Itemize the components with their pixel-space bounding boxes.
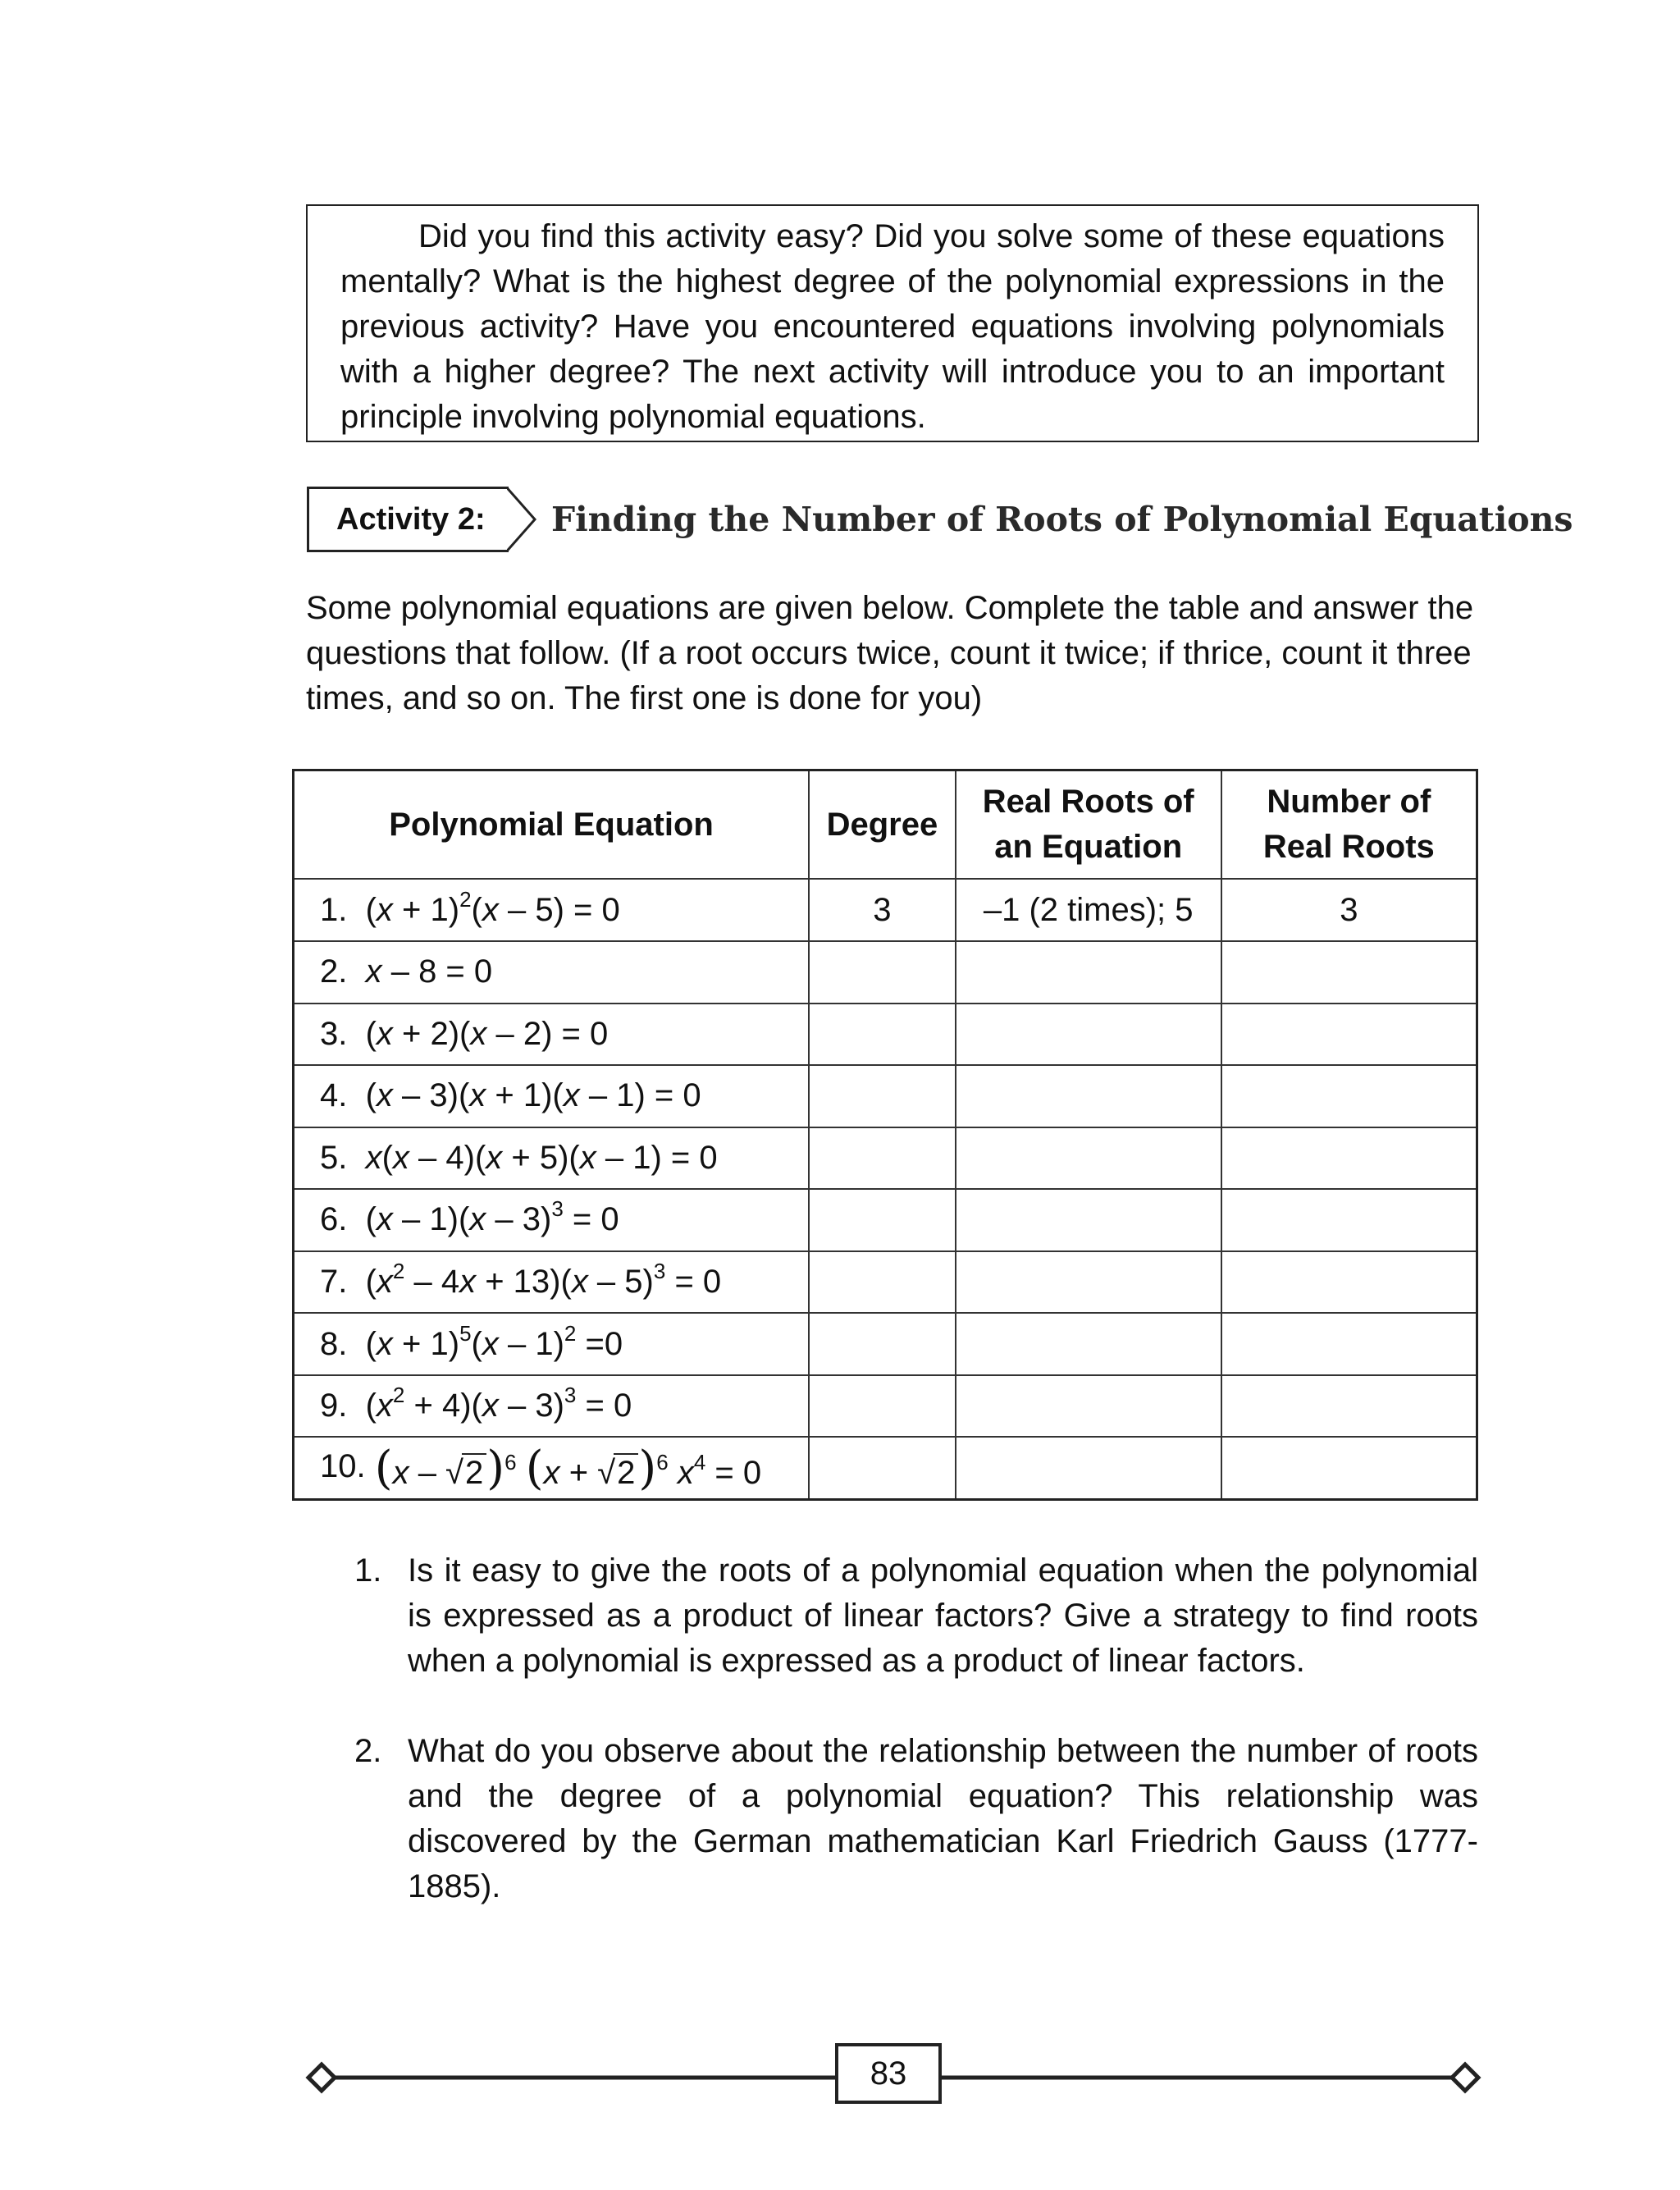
degree-cell[interactable] [809, 1251, 956, 1314]
header-equation: Polynomial Equation [294, 770, 810, 880]
real-roots-cell[interactable] [956, 1127, 1221, 1190]
diamond-icon [308, 2064, 335, 2091]
real-roots-cell[interactable] [956, 1189, 1221, 1251]
question-number: 2. [354, 1733, 382, 1769]
table-row [294, 1065, 1477, 1127]
header-real-roots [956, 770, 1221, 880]
badge-arrow-icon [507, 487, 536, 552]
activity-title: Finding the Number of Roots of Polynomial Equations [551, 500, 1573, 539]
degree-cell[interactable] [809, 1313, 956, 1375]
real-roots-cell[interactable] [956, 1375, 1221, 1438]
degree-cell[interactable] [809, 1127, 956, 1190]
real-roots-cell[interactable] [956, 1437, 1221, 1499]
degree-cell[interactable] [809, 1189, 956, 1251]
table-row [294, 1437, 1477, 1499]
instructions-text: Some polynomial equations are given below. Complete the table and answer the questions that follow. (If a root occurs twice, count it twice; if thrice, count it three times, and so on. The first one is done for you) [306, 590, 1474, 716]
degree-1: 3 [809, 879, 956, 941]
number-cell[interactable] [1221, 1375, 1477, 1438]
number-cell[interactable] [1221, 1437, 1477, 1499]
table-row [294, 1189, 1477, 1251]
degree-cell[interactable] [809, 1437, 956, 1499]
activity-badge: Activity 2: [307, 487, 509, 552]
equation-4: 4. (x – 3)(x + 1)(x – 1) = 0 [294, 1065, 810, 1127]
real-roots-1: –1 (2 times); 5 [956, 879, 1221, 941]
degree-cell[interactable] [809, 1004, 956, 1066]
header-number-line1: Number of [1267, 784, 1431, 821]
table-row [294, 879, 1477, 941]
table-row [294, 1127, 1477, 1190]
table-row [294, 1251, 1477, 1314]
real-roots-cell[interactable] [956, 1313, 1221, 1375]
real-roots-cell[interactable] [956, 941, 1221, 1004]
real-roots-cell[interactable] [956, 1065, 1221, 1127]
questions-list [354, 1548, 1478, 1955]
equation-9: 9. $(x^2 + 4)(x - 3)^3 = 0$ [294, 1375, 810, 1438]
header-degree: Degree [809, 770, 956, 880]
page-number: 83 [835, 2043, 942, 2104]
intro-box [306, 204, 1479, 442]
number-cell[interactable] [1221, 1004, 1477, 1066]
diamond-icon [1452, 2064, 1478, 2091]
header-real-roots-line1: Real Roots of [982, 784, 1194, 821]
number-cell[interactable] [1221, 1313, 1477, 1375]
number-1: 3 [1221, 879, 1477, 941]
equation-10: 10. (x – √2)$^6$ $(x + √2)^6$ $x^4 = 0$ [294, 1437, 810, 1499]
real-roots-cell[interactable] [956, 1004, 1221, 1066]
equation-8: 8. $(x + 1)^5(x - 1)^2 =0$ [294, 1313, 810, 1375]
instructions [306, 586, 1479, 721]
header-number [1221, 770, 1477, 880]
table-header-row [294, 770, 1477, 880]
question-text: Is it easy to give the roots of a polynomial equation when the polynomial is expressed as a product of linear factors? Give a strategy to find roots when a polynomial is expressed as a product of linear factors. [408, 1552, 1478, 1679]
equation-7: 7. $(x^2 - 4x + 13)(x - 5)^3 = 0$ [294, 1251, 810, 1314]
number-cell[interactable] [1221, 1127, 1477, 1190]
table-row [294, 1313, 1477, 1375]
table-row [294, 941, 1477, 1004]
degree-cell[interactable] [809, 1375, 956, 1438]
degree-cell[interactable] [809, 1065, 956, 1127]
number-cell[interactable] [1221, 1251, 1477, 1314]
number-cell[interactable] [1221, 1065, 1477, 1127]
equation-3: 3. (x + 2)(x – 2) = 0 [294, 1004, 810, 1066]
table-row [294, 1375, 1477, 1438]
degree-cell[interactable] [809, 941, 956, 1004]
polynomial-table [292, 769, 1478, 1501]
equation-2: 2. x – 8 = 0 [294, 941, 810, 1004]
number-cell[interactable] [1221, 941, 1477, 1004]
question-2 [354, 1729, 1478, 1909]
table-row [294, 1004, 1477, 1066]
question-1 [354, 1548, 1478, 1684]
number-cell[interactable] [1221, 1189, 1477, 1251]
question-number: 1. [354, 1552, 382, 1589]
equation-5: 5. x(x – 4)(x + 5)(x – 1) = 0 [294, 1127, 810, 1190]
intro-text: Did you find this activity easy? Did you solve some of these equations mentally? What is the highest degree of the polynomial expressions in the previous activity? Have you encountered equations involving polynomials with a higher degree? The next activity will introduce you to an important principle involving polynomial equations. [340, 218, 1445, 435]
question-text: What do you observe about the relationship between the number of roots and the degree of a polynomial equation? This relationship was discovered by the German mathematician Karl Friedrich Gauss (1777-1885). [408, 1733, 1478, 1904]
equation-6: 6. (x – 1)(x – 3)$^3$ = 0 [294, 1189, 810, 1251]
real-roots-cell[interactable] [956, 1251, 1221, 1314]
header-number-line2: Real Roots [1262, 829, 1435, 866]
equation-1: 1. $(x + 1)^2(x - 5) = 0$ [294, 879, 810, 941]
header-real-roots-line2: an Equation [994, 829, 1183, 866]
